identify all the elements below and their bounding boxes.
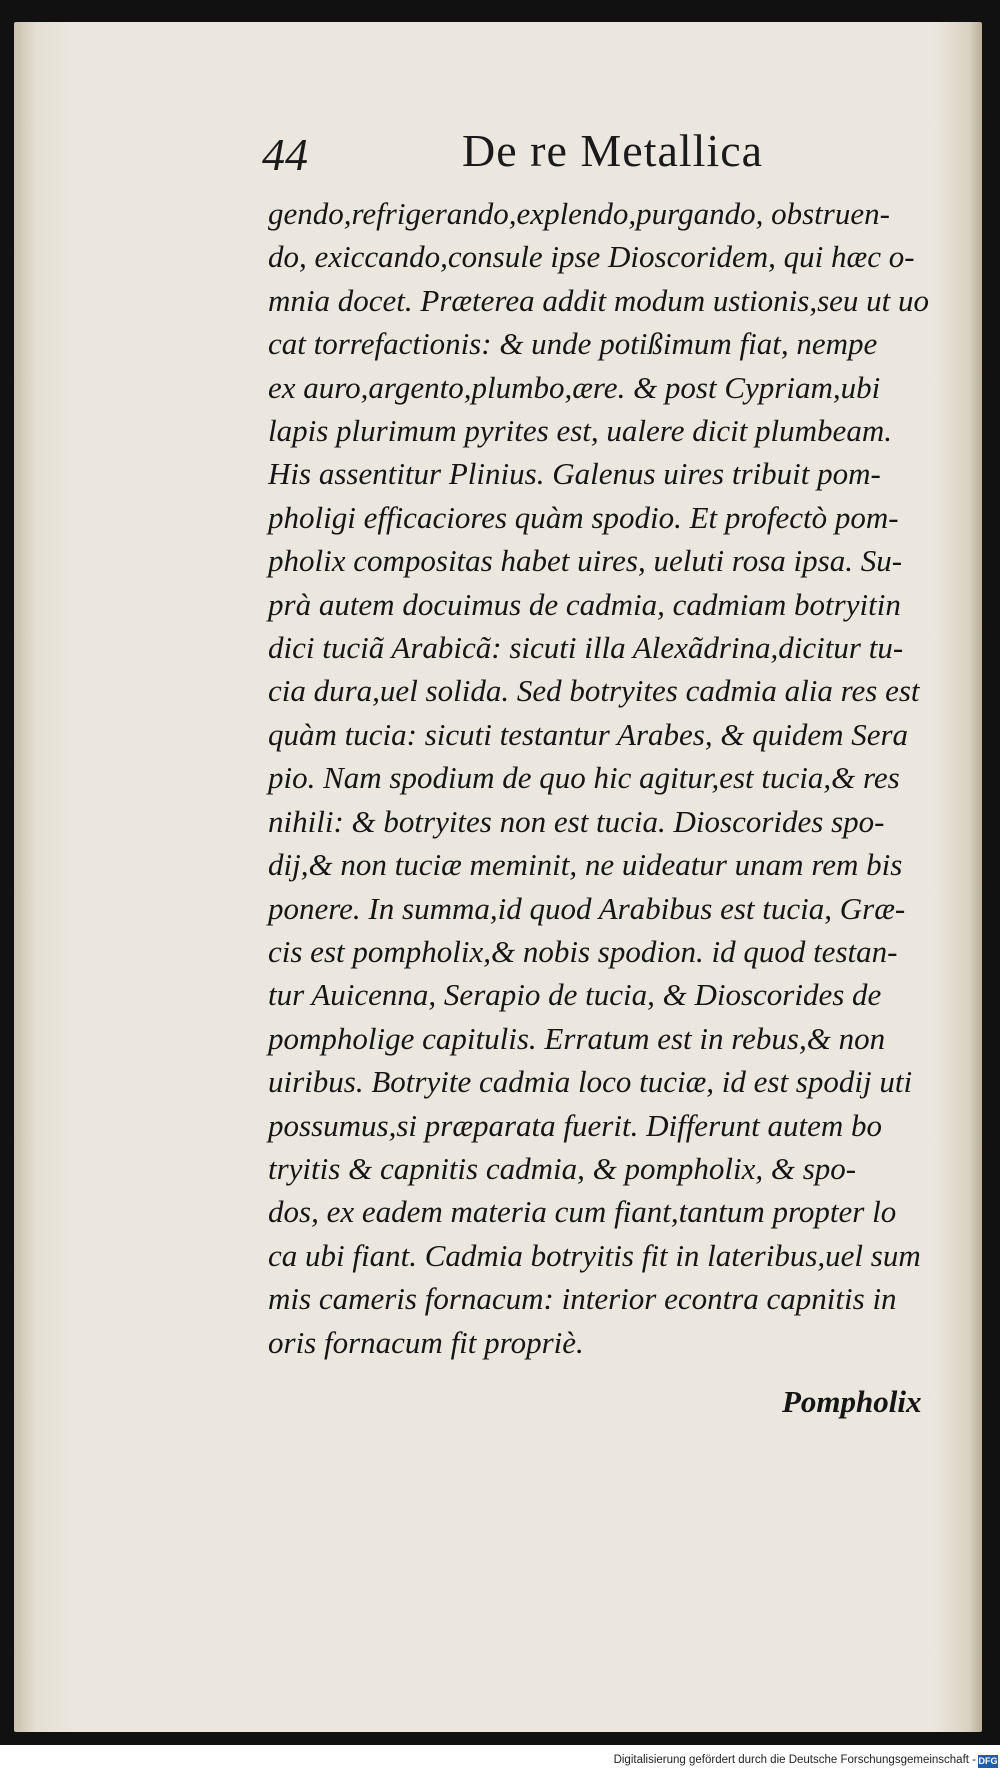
text-line: ca ubi fiant. Cadmia botryitis fit in lateribus,uel sum [268,1237,921,1273]
running-head [262,124,802,194]
text-line: nihili: & botryites non est tucia. Dioscorides spo- [268,803,885,839]
text-line: tryitis & capnitis cadmia, & pompholix, & spo- [268,1150,857,1186]
text-line: quàm tucia: sicuti testantur Arabes, & quidem Sera [268,716,909,752]
text-line: do, exiccando,consule ipse Dioscoridem, qui hæc o- [268,239,915,275]
text-line: pholigi efficaciores quàm spodio. Et profectò pom- [268,499,899,535]
text-line: ex auro,argento,plumbo,ære. & post Cypriam,ubi [268,369,881,405]
text-line: prà autem docuimus de cadmia, cadmiam botryitin [268,586,901,622]
dfg-logo: DFG [978,1756,998,1766]
text-line: cia dura,uel solida. Sed botryites cadmia alia res est [268,673,920,709]
text-line: dos, ex eadem materia cum fiant,tantum propter lo [268,1194,897,1230]
page-number: 44 [262,129,308,180]
text-line: cat torrefactionis: & unde potißimum fiat, nempe [268,326,878,362]
text-line: pompholige capitulis. Erratum est in rebus,& non [268,1020,886,1056]
text-line: dici tuciã Arabicã: sicuti illa Alexãdrina,dicitur tu- [268,630,904,666]
text-line: uiribus. Botryite cadmia loco tuciæ, id est spodij uti [268,1064,913,1100]
book-page [14,22,982,1732]
text-line: His assentitur Plinius. Galenus uires tribuit pom- [268,456,881,492]
text-line: tur Auicenna, Serapio de tucia, & Dioscorides de [268,977,882,1013]
text-line: mnia docet. Præterea addit modum ustionis,seu ut uo [268,282,930,318]
text-line: mis cameris fornacum: interior econtra capnitis in [268,1281,897,1317]
running-title: De re Metallica [462,125,764,176]
text-line: oris fornacum fit propriè. [268,1324,584,1360]
text-line: pholix compositas habet uires, ueluti rosa ipsa. Su- [268,543,903,579]
catchword: Pompholix [782,1384,922,1419]
digitization-footer [0,1752,1000,1773]
text-line: ponere. In summa,id quod Arabibus est tucia, Græ- [268,890,906,926]
text-line: cis est pompholix,& nobis spodion. id quod testan- [268,933,898,969]
text-line: possumus,si præparata fuerit. Differunt autem bo [268,1107,883,1143]
text-line: lapis plurimum pyrites est, ualere dicit plumbeam. [268,413,892,449]
text-line: pio. Nam spodium de quo hic agitur,est tucia,& res [268,760,900,796]
text-line: gendo,refrigerando,explendo,purgando, obstruen- [268,196,890,231]
body-text [268,192,948,1364]
text-line: dij,& non tuciæ meminit, ne uideatur unam rem bis [268,847,903,883]
funding-credit: Digitalisierung gefördert durch die Deutsche Forschungsgemeinschaft - [613,1754,976,1766]
